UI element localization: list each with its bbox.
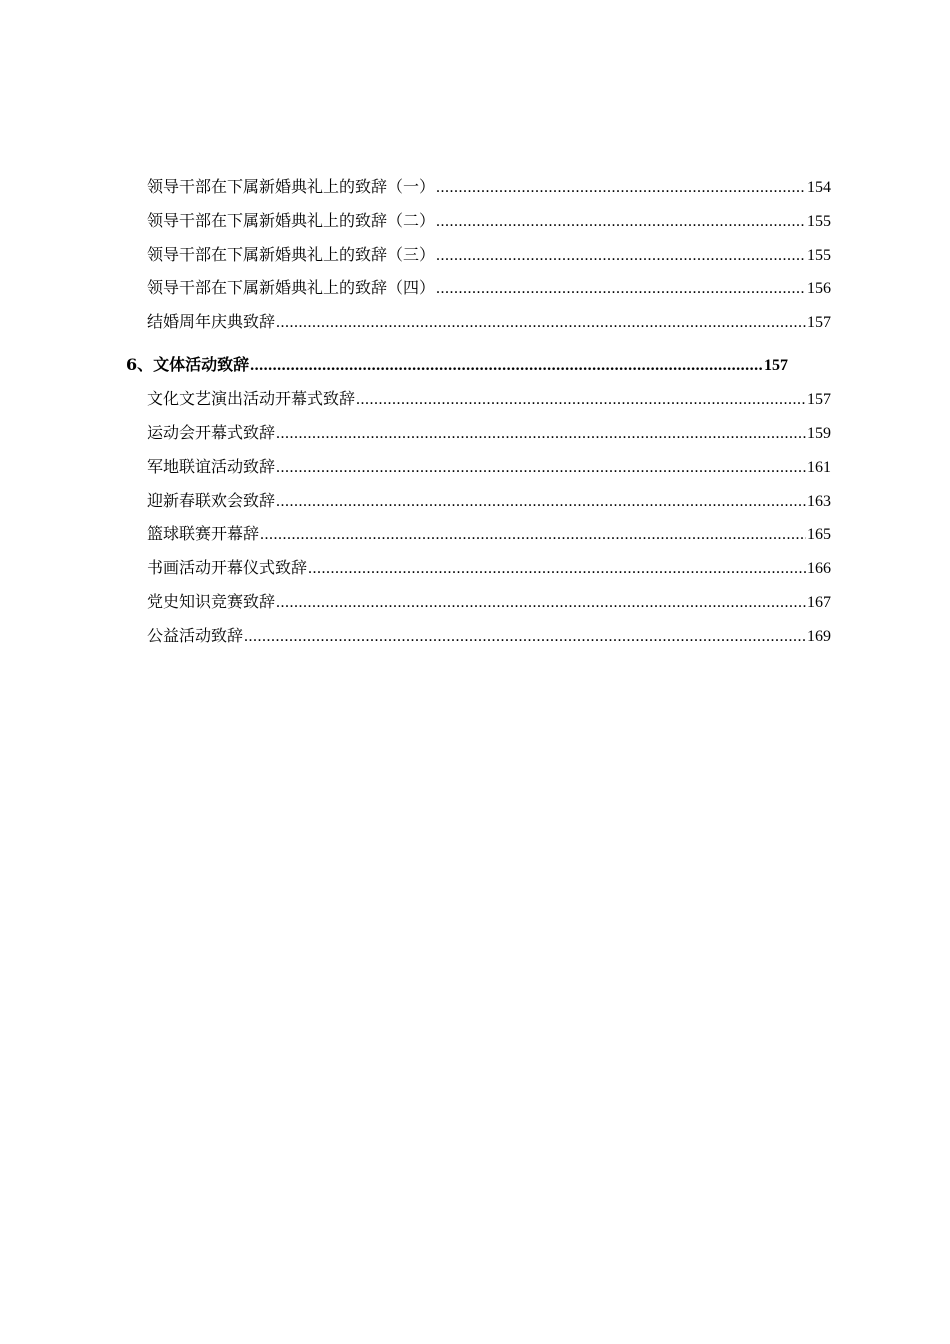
toc-entry-page: 157 [807, 391, 831, 408]
toc-entry-title: 军地联谊活动致辞 [147, 457, 276, 476]
toc-entry[interactable] [147, 244, 831, 266]
toc-entry-title: 领导干部在下属新婚典礼上的致辞（一） [147, 177, 436, 196]
toc-entry[interactable] [147, 311, 831, 333]
toc-dot-leader [276, 491, 806, 513]
toc-entry[interactable] [147, 490, 831, 512]
toc-entry-page: 165 [807, 526, 831, 543]
toc-dot-leader [436, 245, 806, 267]
toc-section-heading[interactable] [126, 354, 788, 376]
toc-dot-leader [250, 355, 763, 377]
toc-entry-title: 迎新春联欢会致辞 [147, 491, 276, 510]
toc-dot-leader [308, 558, 806, 580]
toc-dot-leader [436, 177, 806, 199]
toc-entry-page: 167 [807, 594, 831, 611]
toc-entry-page: 161 [807, 459, 831, 476]
toc-entry[interactable] [147, 591, 831, 613]
toc-dot-leader [244, 626, 806, 648]
toc-entry-title: 领导干部在下属新婚典礼上的致辞（二） [147, 211, 436, 230]
toc-entry-page: 169 [807, 628, 831, 645]
toc-entry-title: 公益活动致辞 [147, 626, 244, 645]
toc-entry[interactable] [147, 277, 831, 299]
toc-dot-leader [436, 211, 806, 233]
toc-entry-page: 155 [807, 213, 831, 230]
toc-entry-title: 篮球联赛开幕辞 [147, 524, 260, 543]
toc-entry-page: 157 [807, 314, 831, 331]
toc-dot-leader [276, 312, 806, 334]
toc-entry[interactable] [147, 210, 831, 232]
toc-entry-title: 领导干部在下属新婚典礼上的致辞（三） [147, 245, 436, 264]
toc-dot-leader [436, 278, 806, 300]
toc-entry-title: 文化文艺演出活动开幕式致辞 [147, 389, 356, 408]
toc-entry-title: 书画活动开幕仪式致辞 [147, 558, 308, 577]
toc-entry[interactable] [147, 523, 831, 545]
toc-entry-page: 163 [807, 493, 831, 510]
toc-entry-page: 155 [807, 247, 831, 264]
toc-entry[interactable] [147, 388, 831, 410]
toc-entry-title: 领导干部在下属新婚典礼上的致辞（四） [147, 278, 436, 297]
toc-entry[interactable] [147, 176, 831, 198]
toc-entry[interactable] [147, 557, 831, 579]
toc-dot-leader [356, 389, 806, 411]
toc-entry[interactable] [147, 422, 831, 444]
toc-entry-title: 运动会开幕式致辞 [147, 423, 276, 442]
toc-entry-title: 党史知识竞赛致辞 [147, 592, 276, 611]
toc-section-page: 157 [764, 357, 788, 374]
toc-entry-page: 154 [807, 179, 831, 196]
toc-dot-leader [276, 592, 806, 614]
toc-entry[interactable] [147, 456, 831, 478]
toc-dot-leader [276, 457, 806, 479]
toc-section-title: 6、文体活动致辞 [126, 355, 250, 374]
toc-entry[interactable] [147, 625, 831, 647]
toc-entry-page: 166 [807, 560, 831, 577]
toc-entry-page: 156 [807, 280, 831, 297]
toc-dot-leader [276, 423, 806, 445]
toc-entry-title: 结婚周年庆典致辞 [147, 312, 276, 331]
toc-entry-page: 159 [807, 425, 831, 442]
toc-dot-leader [260, 524, 806, 546]
